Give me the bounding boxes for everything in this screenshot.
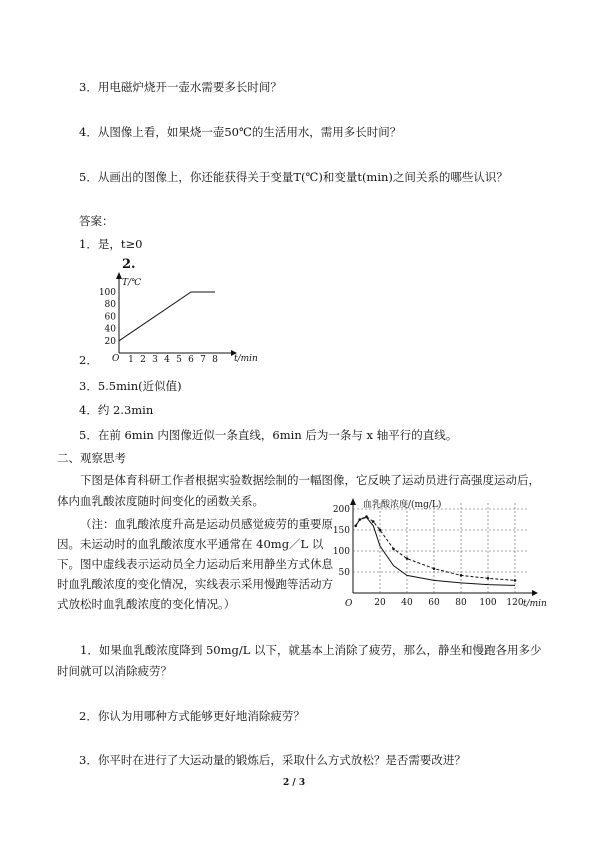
y-tick-label: 20 (104, 336, 116, 347)
question-q2: 2．你认为用哪种方式能够更好地消除疲劳？ (79, 709, 305, 723)
x-tick-label: 80 (455, 598, 467, 608)
answer-1: 1．是，t≥0 (79, 237, 143, 251)
x-tick-label: 5 (176, 355, 182, 365)
y-tick-label: 150 (332, 526, 350, 536)
answer-5: 5．在前 6min 内图像近似一条直线，6min 后为一条与 x 轴平行的直线。 (79, 428, 458, 442)
temperature-graph (100, 255, 260, 365)
data-point (460, 574, 463, 577)
data-point (406, 557, 409, 560)
x-tick-label: 8 (212, 355, 218, 365)
question-5: 5．从画出的图像上，你还能获得关于变量T(℃)和变量t(min)之间关系的哪些认识？ (79, 170, 508, 184)
y-tick-label: 100 (332, 547, 350, 557)
y-tick-label: 200 (332, 505, 350, 515)
x-tick-label: 2 (140, 355, 146, 365)
data-point (365, 515, 368, 518)
section-intro: 下图是体育科研工作者根据实验数据绘制的一幅图像，它反映了运动员进行高强度运动后，体内血乳酸浓度随时间变化的函数关系。 (57, 473, 540, 508)
y-axis-label: T/℃ (122, 278, 142, 288)
section-note: （注：血乳酸浓度升高是运动员感觉疲劳的重要原因。未运动时的血乳酸浓度水平通常在 40mg／L 以下。图中虚线表示运动员全力运动后来用静坐方式休息时血乳酸浓度的变化情况，实线表示采用慢跑等活动方式放松时血乳酸浓度的变化情况。） (57, 517, 333, 611)
x-tick-label: 100 (479, 598, 497, 608)
question-3: 3．用电磁炉烧开一壶水需要多长时间？ (79, 80, 282, 94)
question-4: 4．从图像上看，如果烧一壶50℃的生活用水，需用多长时间？ (79, 125, 402, 139)
page-number: 2 / 3 (283, 778, 306, 788)
x-tick-label: 40 (401, 598, 413, 608)
data-point (433, 567, 436, 570)
x-axis-label: t/min (523, 599, 547, 609)
answers-heading: 答案： (79, 214, 114, 228)
x-tick-label: 6 (188, 355, 194, 365)
data-point (354, 525, 357, 528)
x-axis-arrow (532, 590, 538, 596)
jogging-solid-curve (356, 517, 515, 585)
y-tick-label: 100 (98, 288, 116, 298)
y-tick-label: 50 (338, 568, 350, 578)
origin-label: O (112, 354, 120, 364)
data-point (358, 518, 361, 521)
data-point (514, 579, 517, 582)
x-tick-label: 7 (200, 355, 206, 365)
x-tick-label: 3 (152, 355, 158, 365)
sitting-dashed-curve (356, 517, 515, 581)
lactate-graph (332, 490, 550, 615)
answer-4: 4．约 2.3min (79, 403, 154, 417)
data-point (487, 577, 490, 580)
data-point (372, 520, 375, 523)
answer-2-prefix: 2． (79, 353, 98, 367)
temperature-line (119, 292, 215, 341)
x-tick-label: 60 (428, 598, 440, 608)
question-q1: 1．如果血乳酸浓度降到 50mg/L 以下，就基本上消除了疲劳，那么，静坐和慢跑各用多少时间就可以消除疲劳？ (57, 643, 542, 678)
y-axis-arrow (350, 498, 356, 505)
graph-label: 2. (122, 257, 136, 272)
origin-label: O (345, 599, 353, 609)
y-tick-label: 60 (104, 312, 116, 323)
answer-3: 3．5.5min(近似值) (79, 379, 182, 393)
y-axis-label: 血乳酸浓度/(mg/L) (363, 500, 442, 510)
x-tick-label: 4 (164, 355, 170, 365)
x-axis-label: t/min (234, 354, 258, 364)
x-tick-label: 20 (374, 598, 386, 608)
x-tick-label: 1 (128, 355, 134, 365)
section-title: 二、观察思考 (57, 451, 126, 465)
data-point (392, 548, 395, 551)
data-point (379, 529, 382, 532)
y-tick-label: 40 (104, 324, 116, 335)
question-q3: 3．你平时在进行了大运动量的锻炼后，采取什么方式放松？是否需要改进？ (79, 753, 466, 767)
x-tick-label: 120 (506, 598, 524, 608)
y-tick-label: 80 (104, 300, 116, 311)
